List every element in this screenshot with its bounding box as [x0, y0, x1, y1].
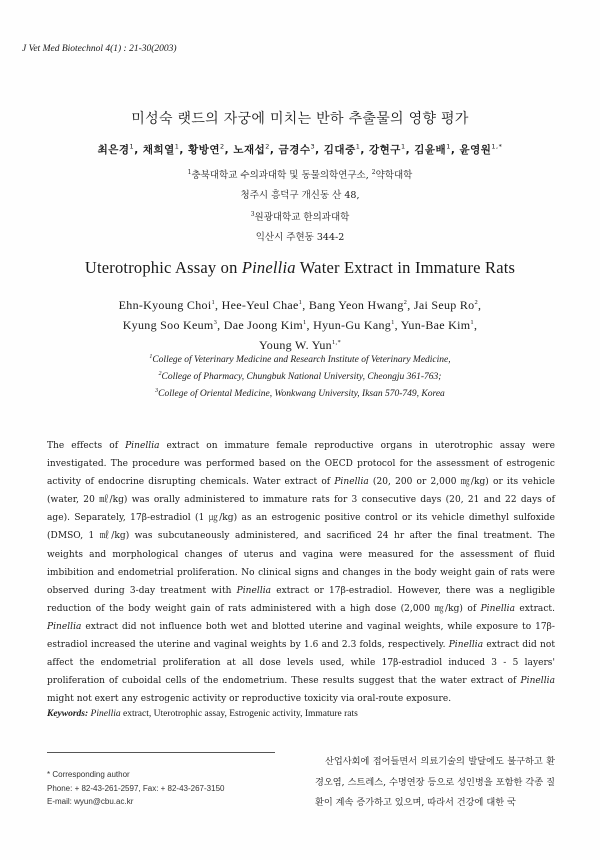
english-authors-line-2: Kyung Soo Keum$^3$, Dae Joong Kim$^1$, Hyun-Gu Kang$^1$, Yun-Bae Kim$^1$, [122, 318, 478, 332]
english-affiliation-3 [0, 384, 600, 401]
abstract-text: extract on immature female reproductive organs in uterotrophic assay were investigated. The procedure was performed based on the OECD protocol for the assessment of estrogenic activity of endocrine disrupting chemicals. Water extract of [47, 441, 555, 488]
aff-sup: 1 [187, 169, 192, 176]
korean-author-sup: 1 [446, 142, 451, 151]
keywords-label: Keywords: [47, 709, 89, 719]
korean-author-sup: 2 [265, 142, 270, 151]
english-author-sup: 3 [213, 319, 218, 326]
english-authors [40, 294, 560, 354]
english-author-name: Jai Seup Ro [413, 298, 475, 312]
correspondence-footnote [47, 768, 224, 809]
korean-affiliation-line-1 [0, 163, 600, 186]
abstract-text: extract did not affect the endometrial proliferation at all dose levels used, while 17β-estradiol induced 3 - 5 layers' proliferation of cuboidal cells of the endometrium. These results suggest that the water extract of [47, 640, 555, 687]
korean-author-sup: 1 [129, 142, 135, 151]
english-author-sup: 2 [474, 299, 479, 306]
aff-text: 약학대학 [375, 170, 413, 182]
abstract-text: extract or 17β-estradiol. However, there was a negligible reduction of the body weight gain of rats administered with a high dose (2,000 ㎎/kg) of [47, 585, 556, 614]
abstract-text: extract. [515, 603, 556, 614]
korean-author-name: 황방연 [188, 144, 221, 156]
korean-author-name: 채희열 [142, 144, 175, 156]
corresponding-author-note: * Corresponding author [47, 770, 130, 779]
aff-sup: 3 [155, 388, 159, 395]
email: E-mail: wyun@cbu.ac.kr [47, 797, 134, 806]
introduction-paragraph: 산업사회에 접어들면서 의료기술의 발달에도 불구하고 환경오염, 스트레스, 수명연장 등으로 성인병을 포함한 각종 질환이 계속 증가하고 있으며, 따라서 건강에 대한 국 [315, 756, 555, 808]
english-author-name: Dae Joong Kim [223, 318, 303, 332]
english-author-name: Hee-Yeul Chae [221, 298, 299, 312]
english-affiliations [0, 350, 600, 401]
english-title-post: Water Extract in Immature Rats [295, 258, 516, 277]
aff-text: 충북대학교 수의과대학 및 동물의학연구소, [191, 170, 372, 182]
aff-sup: 3 [250, 211, 255, 219]
aff-sup: 2 [158, 371, 162, 378]
english-title [0, 258, 600, 278]
abstract-italic-term: Pinellia [334, 477, 369, 488]
english-author-name: Bang Yeon Hwang [308, 298, 404, 312]
keyword-italic-term: Pinellia [90, 709, 121, 719]
aff-text: 원광대학교 한의과대학 [254, 212, 350, 224]
english-author-sup: 1 [298, 299, 303, 306]
korean-affiliations [0, 163, 600, 247]
korean-author-name: 김대중 [323, 144, 356, 156]
keywords [47, 709, 358, 719]
abstract [47, 437, 555, 708]
aff-text: College of Veterinary Medicine and Research Institute of Veterinary Medicine, [152, 355, 451, 366]
english-author-name: Ehn-Kyoung Choi [118, 298, 212, 312]
english-author-name: Yun-Bae Kim [400, 318, 471, 332]
english-author-name: Kyung Soo Keum [122, 318, 214, 332]
journal-citation: J Vet Med Biotechnol 4(1) : 21-30(2003) [22, 44, 177, 54]
korean-author-sup: 3 [310, 142, 316, 151]
english-author-sup: 1 [211, 299, 216, 306]
phone-fax: Phone: + 82-43-261-2597, Fax: + 82-43-267-3150 [47, 783, 225, 793]
korean-author-name: 윤영원 [459, 144, 492, 156]
english-author-sup: 2 [403, 299, 408, 306]
aff-text: College of Pharmacy, Chungbuk National University, Cheongju 361-763; [161, 372, 442, 383]
abstract-italic-term: Pinellia [448, 640, 484, 651]
abstract-italic-term: Pinellia [236, 585, 272, 596]
keywords-list [88, 709, 358, 719]
korean-authors: 최은경$^1$, 채희열$^1$, 황방연$^2$, 노재섭$^2$, 금경수$^3$, 김대중$^1$, 강현구$^1$, 김윤배$^1$, 윤영원$^{1,*}$ [97, 142, 503, 156]
abstract-italic-term: Pinellia [125, 441, 160, 451]
aff-sup: 2 [371, 169, 376, 176]
english-authors-line-1: Ehn-Kyoung Choi$^1$, Hee-Yeul Chae$^1$, Bang Yeon Hwang$^2$, Jai Seup Ro$^2$, [118, 298, 482, 312]
footnote-divider [47, 752, 275, 753]
abstract-text: The effects of [47, 441, 126, 451]
korean-author-sup: 1 [355, 142, 361, 151]
abstract-text: might not exert any estrogenic activity or reproductive toxicity via oral-route exposure. [47, 694, 452, 705]
aff-sup: 1 [149, 354, 153, 360]
english-affiliation-2 [0, 367, 600, 384]
english-title-pre: Uterotrophic Assay on [84, 258, 242, 277]
korean-title: 미성숙 랫드의 자궁에 미치는 반하 추출물의 영향 평가 [131, 111, 469, 127]
abstract-italic-term: Pinellia [520, 676, 555, 687]
korean-affiliation-line-4: 익산시 주현동 344-2 [255, 231, 345, 243]
korean-author-sup: 1,* [491, 142, 503, 151]
korean-author-name: 금경수 [278, 144, 311, 156]
english-author-name: Young W. Yun [259, 338, 332, 352]
english-author-sup: 1 [391, 319, 395, 326]
korean-affiliation-line-3 [0, 205, 600, 228]
korean-author-sup: 1 [174, 142, 180, 151]
english-author-sup: 1,* [331, 339, 341, 346]
korean-author-name: 노재섭 [233, 144, 266, 156]
keyword-text: extract, Uterotrophic assay, Estrogenic activity, Immature rats [120, 709, 358, 719]
korean-author-name: 강현구 [369, 144, 401, 156]
korean-author-name: 김윤배 [414, 144, 447, 156]
english-author-sup: 1 [470, 319, 474, 326]
abstract-italic-term: Pinellia [47, 621, 82, 632]
introduction-text [315, 752, 555, 814]
aff-text: College of Oriental Medicine, Wonkwang University, Iksan 570-749, Korea [158, 389, 445, 400]
english-title-italic: Pinellia [241, 258, 296, 277]
korean-affiliation-line-2: 청주시 흥덕구 개신동 산 48, [240, 189, 360, 201]
korean-author-name: 최은경 [97, 144, 130, 156]
abstract-text: extract did not influence both wet and blotted uterine and vaginal weights, while exposure to 17β-estradiol increased the uterine and vaginal weights by 1.6 and 2.3 folds, respectively. [47, 621, 555, 651]
korean-author-sup: 1 [400, 142, 406, 151]
korean-author-sup: 2 [220, 142, 225, 151]
abstract-italic-term: Pinellia [480, 603, 516, 614]
english-affiliation-1 [0, 350, 600, 367]
english-author-name: Hyun-Gu Kang [313, 318, 392, 332]
abstract-text: (20, 200 or 2,000 ㎎/kg) or its vehicle (water, 20 ㎖/kg) was orally administered to immature rats for 3 consecutive days (20, 21 and 22 days of age). Separately, 17β-estradiol (1 ㎍/kg) as an estrogenic positive control or its vehicle dimethyl sulfoxide (DMSO, 1 ㎖/kg) was subcutaneously administered, and sacrificed 24 hr after the final treatment. The weights and morphological changes of uterus and vagina were measured for the assessment of fluid imbibition and endometrial proliferation. No clinical signs and changes in the body weight gain of rats were observed during 3-day treatment with [47, 477, 555, 596]
english-author-sup: 1 [302, 319, 307, 326]
